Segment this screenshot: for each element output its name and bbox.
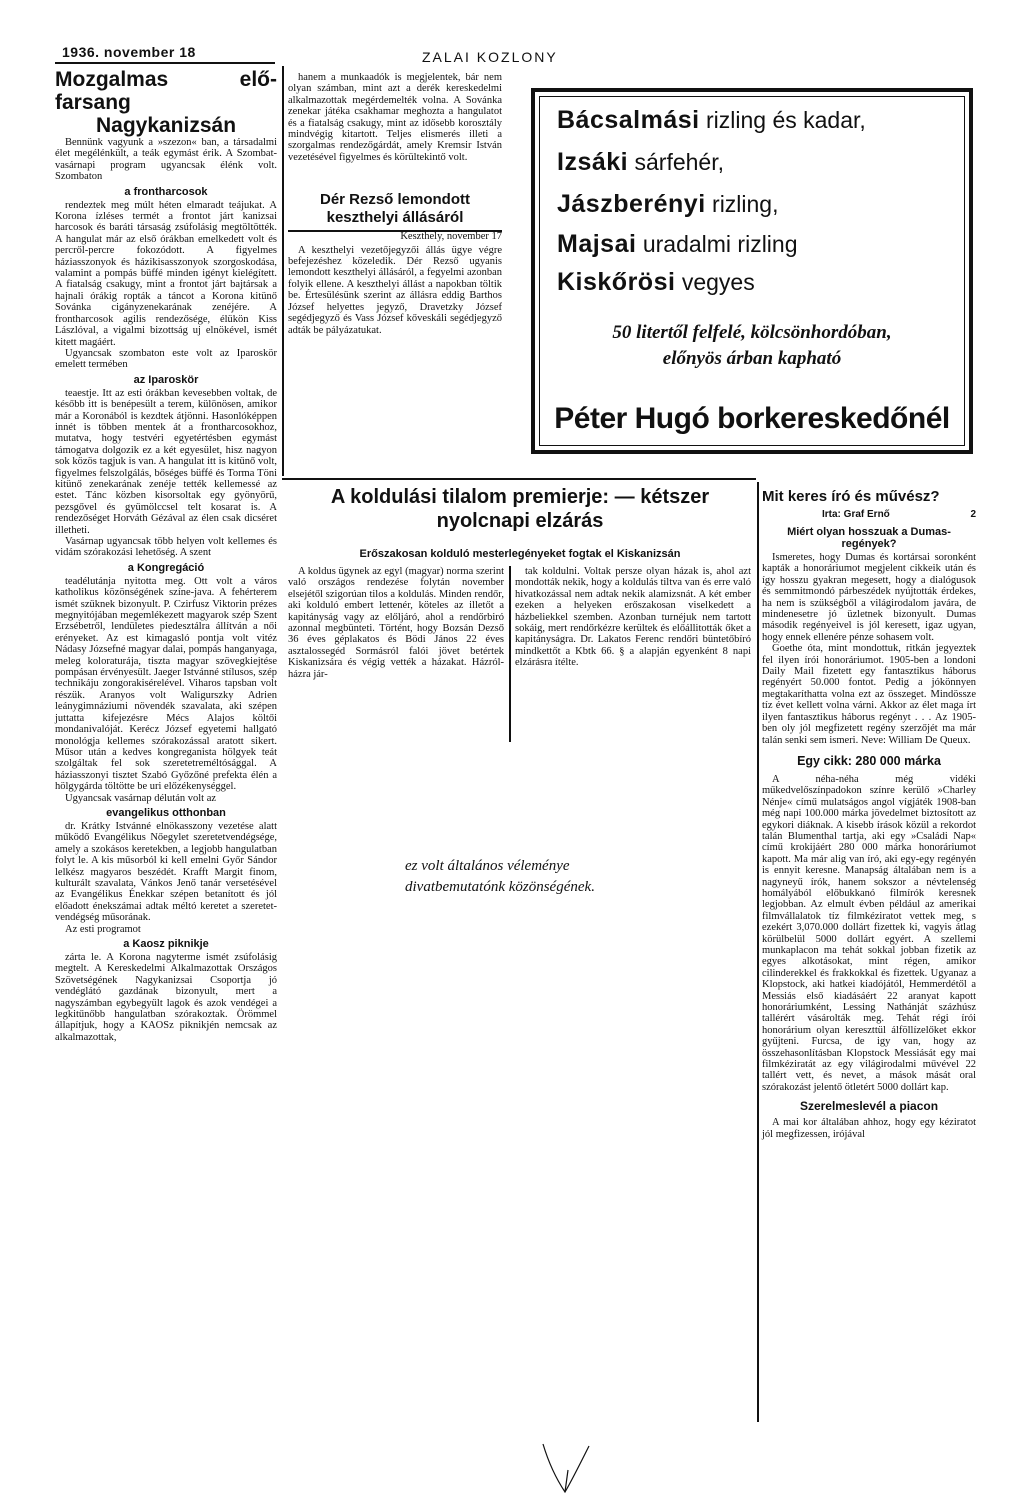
article-title-der-rezso: Dér Rezső lemondott bbox=[319, 191, 470, 209]
fashion-show-caption bbox=[405, 856, 705, 898]
paragraph: Vasárnap ugyancsak több helyen volt kellemes és vidám szórakozási lehetőség. A szent bbox=[55, 536, 277, 559]
article-title-nagykanizsan: Nagykanizsán bbox=[95, 114, 237, 137]
newspaper-name: ZALAI KOZLONY bbox=[422, 49, 558, 65]
byline-number: 2 bbox=[970, 509, 976, 520]
paragraph: Ismeretes, hogy Dumas és kortársai soronként kapták a honoráriumot megjelent cikkeik után és így hosszu gyakran megesett, hogy a dialógusok és semmitmondó párbeszédek nyújtották érdekes, ha nem is szükségből a világirodalom javára, de mindenesetre jó üzletnek bizonyult. Dumas második regényeivel is jól keresett, igaz ugyan, hogy ennek ellenére pénze sohasem volt. bbox=[762, 552, 976, 643]
subheading-szerelmeslevel: Szerelmeslevél a piacon bbox=[799, 1099, 939, 1114]
paragraph: rendeztek meg múlt héten elmaradt teájukat. A Korona ízléses termét a frontot járt kanizsai harcosok és baráti társaság zsúfolásig megtöltötték. A hangulat már az első órákban emelkedett volt és percről-percre fokozódott. A figyelmes háziasszonyok és házikisasszonyok szorgoskodása, valamint a pompás büffé minden igényt kielégített. A fiatalság csakugy, mint a frontot járt bajtársak a hajnali órákig ropták a táncot a Korona kitünő Sovánka cigányzenekarának zenéjére. A frontharcosok agilis rendezősége, élükön Kiss Lászlóval, a vigalmi bizottság uj elnökével, ismét kitett magáért. bbox=[55, 199, 277, 348]
paragraph: dr. Krátky Istvánné elnökasszony vezetése alatt működő Evangélikus Nőegylet szeretetvendégsége, amely a szokásos keretekben, a legjobb hangulatban folyt le. A kis műsorból ki kell emelni Győr Sándor lelkész magyaros beszédét. Krafft Margit finom, kulturált szavalata, Vánkos Jenő tanár versetésével az Evangélikus Énekkar szépen betanított és jól előadott énekszámai adtak méltó keretet a szeretet-vendégség műsorának. bbox=[55, 820, 277, 924]
ad-price-line: előnyös árban kapható bbox=[662, 348, 842, 369]
right-column bbox=[762, 488, 976, 1140]
ad-line-bacsalmasi: Bácsalmási rizling és kadar, bbox=[557, 106, 866, 134]
paragraph: Goethe óta, mint mondottuk, ritkán jegyeztek fel ilyen írói honoráriumot. 1905-ben a londoni Daily Mail fizetett egy fantasztikus háborus regényért 50.000 fontot. Pedig a jókönnyen megtakaríthatta volna ezt az összeget. Mindössze tíz évet kellett volna várni. Akkor az élet maga írt ilyen fantasztikus háborus regényt . . . Az 1905-ben oly jól megfizetett regény szerzőjét ma már talán senki sem ismeri. Neve: William De Queux. bbox=[762, 643, 976, 746]
paragraph: teaestje. Itt az esti órákban kevesebben voltak, de később itt is benépesült a terem, különösen, amikor már a Koronából is kezdtek átjönni. Hasonlóképpen innét is többen mentek át a frontharcosokhoz, mutatva, hogy testvéri egyetértésben egymást támogatva dolgozik ez a két egyesület, hisz nagyon sok közös tagjuk is van. A hangulat itt is kitünő volt, figyelmes felszolgálás, bőséges büffé és Torma Töni kitünő zenekarának zenéje tették kellemessé az estet. Tánc közben kisorsoltak egy gyönyörű, pezsgővel és gyümölccsel telt kosarat is. A rendezőséget Horváth Gézával az élen csak dicséret illetheti. bbox=[55, 387, 277, 536]
ad-line-kiskorosi: Kiskőrösi vegyes bbox=[557, 268, 755, 296]
article-subtitle-der-rezso: keszthelyi állásáról bbox=[326, 209, 464, 227]
column-divider bbox=[282, 66, 284, 476]
fashion-sketch bbox=[535, 1440, 605, 1496]
paragraph: A koldus ügynek az egyl (magyar) norma szerint való országos rendezése folytán november elsejétől szigorúan tilos a koldulás. Minden rendőr, aki kolduló embert lettenér, köteles az illetőt a kapitányság vagy az előljáró, ahol a rendőrbiró azonnal megbünteti. Történt, hogy Bozsán Dezső 36 éves géplakatos és Bödi János 22 éves asztalossegéd Sormásról falói jövet betértek Kiskanizsára és végig vették a házakat. Házról-házra jár- bbox=[288, 566, 504, 680]
article-title-koldulas: A koldulási tilalom premierje: — kétszer bbox=[330, 486, 710, 508]
subheading-kongregacio: a Kongregáció bbox=[127, 561, 205, 574]
section-rule bbox=[282, 478, 756, 480]
ad-merchant-name: Péter Hugó borkereskedőnél bbox=[554, 402, 950, 435]
subheading-iparoskor: az Iparoskör bbox=[133, 373, 199, 386]
wine-advertisement bbox=[531, 88, 973, 454]
koldus-column-2 bbox=[515, 566, 751, 669]
article-subtitle-koldulas: nyolcnapi elzárás bbox=[436, 510, 604, 532]
caption-line-1: ez volt általános véleménye bbox=[405, 858, 570, 874]
issue-date: 1936. november 18 bbox=[62, 44, 196, 60]
paragraph: A néha-néha még vidéki műkedvelőszínpadokon színre kerülő »Charley Nénje« című mulatságos angol vígjáték 1908-ban még napi 100.000 márka jövedelmet biztosított az egykori diáknak. A kisebb írások közül a rekordot talán Blumenthal tartja, aki egy »Családi Nap« című krokijáért 280 000 márka honoráriumot kapott. Ma már alig van író, aki egy-egy regényén is ennyit keresne. Manapság általában nem is a nagyneyű írók, hanem sokszor a névtelenség homályából előbukkanó filmírók keresnek legjobban. Az elmult évben például az amerikai filmvállalatok tíz filmkéziratot vettek meg, s ezekért 3,070.000 dollárt fizettek ki, vagyis átlag körülbelül 5000 dollárt egyért. A szellemi munkaplacon ma tehát sokkal jobban fizetik az egyes alkotásokat, mint régen, amikor cilinderekkel és frakkokkal és fizettek. Ugyanaz a Klopstock, aki hatkei kiadójától, Hemmerdétől a Messiás első kiadásáért 22 aranyat kapott honoráriumként, Lessing Nathánját százhúsz tallérért vásárolták meg. Tehát régi írói honorárium olyan kereszttül álföllízelőket ekkor gyűjteni. Furcsa, de igy van, hogy az összehasonlításban Klopstock Messiását egy mai filmkéziratát az egy világirodalmi művével 22 tallért vett, és nevet, a mások mását oral szórakozást jelentő ötletért 5000 dollárt kap. bbox=[762, 773, 976, 1093]
subheading-evangelikus: evangelikus otthonban bbox=[106, 806, 226, 819]
paragraph: teadélutánja nyitotta meg. Ott volt a város katholikus közönségének színe-java. A fehérterem ismét szüknek bizonyult. P. Czirfusz Viktorin prézes megnyitójában megemlékezett magyarok szép Szent Erzsébetről, lendületes piedesztálra állítván a női erényeket. Az est kimagasló pontja volt vitéz Nádasy Józsefné magyar dalai, pompás hanganyaga, meleg koloraturája, tiszta magyar szövegkiejtése pompásan érvényesült. Jaeger Istvánné stílusos, szép technikáju zongorakisérelével. Viharos tapsban volt részük. Aranyos volt Waligurszky Adrien leánygimnáziumi növendék szavalata, aki szépen juttatta kifejezésre Mécs Alajos költői mondanivalóját. Kerécz József egyetemi hallgató monológja kellemes szórakozással aratott sikert. Műsor után a kedves kongreganista hölgyek teát szolgáltak fel sok szeretetreméltósággal. A háziasszonyi tisztet Szabó Győzőné prefekta élén a hölgygárda töltötte be uri előzékenységgel. bbox=[55, 575, 277, 793]
ad-line-izsaki: Izsáki sárfehér, bbox=[557, 148, 724, 176]
paragraph: Bennünk vagyunk a »szezon« ban, a társadalmi élet megélénkült, a teák egymást érik. A Szombat-vasárnapi program ugyancsak élénk volt. Szombaton bbox=[55, 137, 277, 183]
column-divider bbox=[509, 566, 511, 742]
subheading-dumas: Miért olyan hosszuak a Dumas-regények? bbox=[787, 526, 951, 550]
byline-author: Irta: Graf Ernő bbox=[822, 509, 890, 520]
column-divider bbox=[757, 482, 759, 1422]
article-subhead-koldulas: Erőszakosan kolduló mesterlegényeket fogtak el Kiskanizsán bbox=[359, 548, 681, 560]
paragraph: Ugyancsak vasárnap délután volt az bbox=[65, 792, 217, 804]
subheading-frontharcos: a frontharcosok bbox=[124, 185, 208, 198]
header-rule bbox=[55, 62, 275, 64]
paragraph: tak koldulni. Voltak persze olyan házak is, ahol azt mondották nekik, hogy a koldulás tiltva van és erre való hivatkozással nem adtak nekik alamizsnát. A két ember ezeken a helyeken erőszakosan viselkedett a házbeliekkel szemben. Azonban turnéjuk nem tartott sokáig, mert rendőrkézre kerültek és előállitották őket a kapitányságra. Dr. Lakatos Ferenc rendőri büntetőbíró mindkettőt a Kbtk 66. § a alapján egyenként 8 napi elzárásra ítélte. bbox=[515, 566, 751, 669]
subheading-egy-cikk: Egy cikk: 280 000 márka bbox=[797, 753, 941, 768]
paragraph: A keszthelyi vezetőjegyzői állás ügye végre befejezéshez közeledik. Dér Rezső ugyanis lemondott keszthelyi állásáról, a fegyelmi azonban folyik ellene. A keszthelyi állást a napokban töltik be. Értesülésünk szerint az állásra eddig Barthos József helyettes jegyző, Dravetzky József segédjegyző és Vass József kőveskáli segédjegyző adták be pályázatukat. bbox=[288, 244, 502, 336]
dateline: Keszthely, november 17 bbox=[400, 231, 502, 243]
ad-line-majsai: Majsai uradalmi rizling bbox=[557, 230, 798, 258]
middle-top-column bbox=[288, 72, 502, 336]
paragraph: zárta le. A Korona nagyterme ismét zsúfolásig megtelt. A Kereskedelmi Alkalmazottak Országos Szövetségének Nagykanizsai Csoportja jó vendéglátó gazdának bizonyult, mert a nagyszámban egybegyült lagok és azok vendégei a legkitűnőbb hangulatban szórakoztak. Örömmel állapítjuk, hogy a KAOSz piknikjén nemcsak az alkalmazottak, bbox=[55, 952, 277, 1043]
caption-line-2: divatbemutatónk közönségének. bbox=[405, 879, 595, 895]
ad-line-jaszberenyi: Jászberényi rizling, bbox=[557, 190, 779, 218]
left-column bbox=[55, 68, 277, 1043]
article-title-iro-muvesz: Mit keres író és művész? bbox=[762, 488, 940, 505]
koldus-column-1 bbox=[288, 566, 504, 680]
paragraph: Az esti programot bbox=[65, 923, 141, 935]
paragraph: hanem a munkaadók is megjelentek, bár nem olyan számban, mint azt a derék kereskedelmi alkalmazottak megérdemelték volna. A Sovánka zenekar játéka csakhamar meghozta a hangulatot és a fiatalság csakugy, mint az idősebb korosztály mindvégig kitartott. Teljes elismerés illeti a szorgalmas rendezőgárdát, amely Kremsir István vezetésével figyelmes és körültekintő volt. bbox=[288, 72, 502, 163]
article-title-mozgalmas: Mozgalmas elő-farsang bbox=[55, 68, 277, 114]
paragraph: Ugyancsak szombaton este volt az Iparoskör emelett termében bbox=[55, 347, 277, 371]
paragraph: A mai kor általában ahhoz, hogy egy kéziratot jól megfizessen, irójával bbox=[762, 1117, 976, 1140]
ad-offer-line: 50 litertől felfelé, kölcsönhordóban, bbox=[612, 322, 892, 343]
subheading-kaosz: a Kaosz piknikje bbox=[123, 938, 209, 950]
section-rule bbox=[288, 230, 502, 232]
byline bbox=[762, 509, 976, 520]
